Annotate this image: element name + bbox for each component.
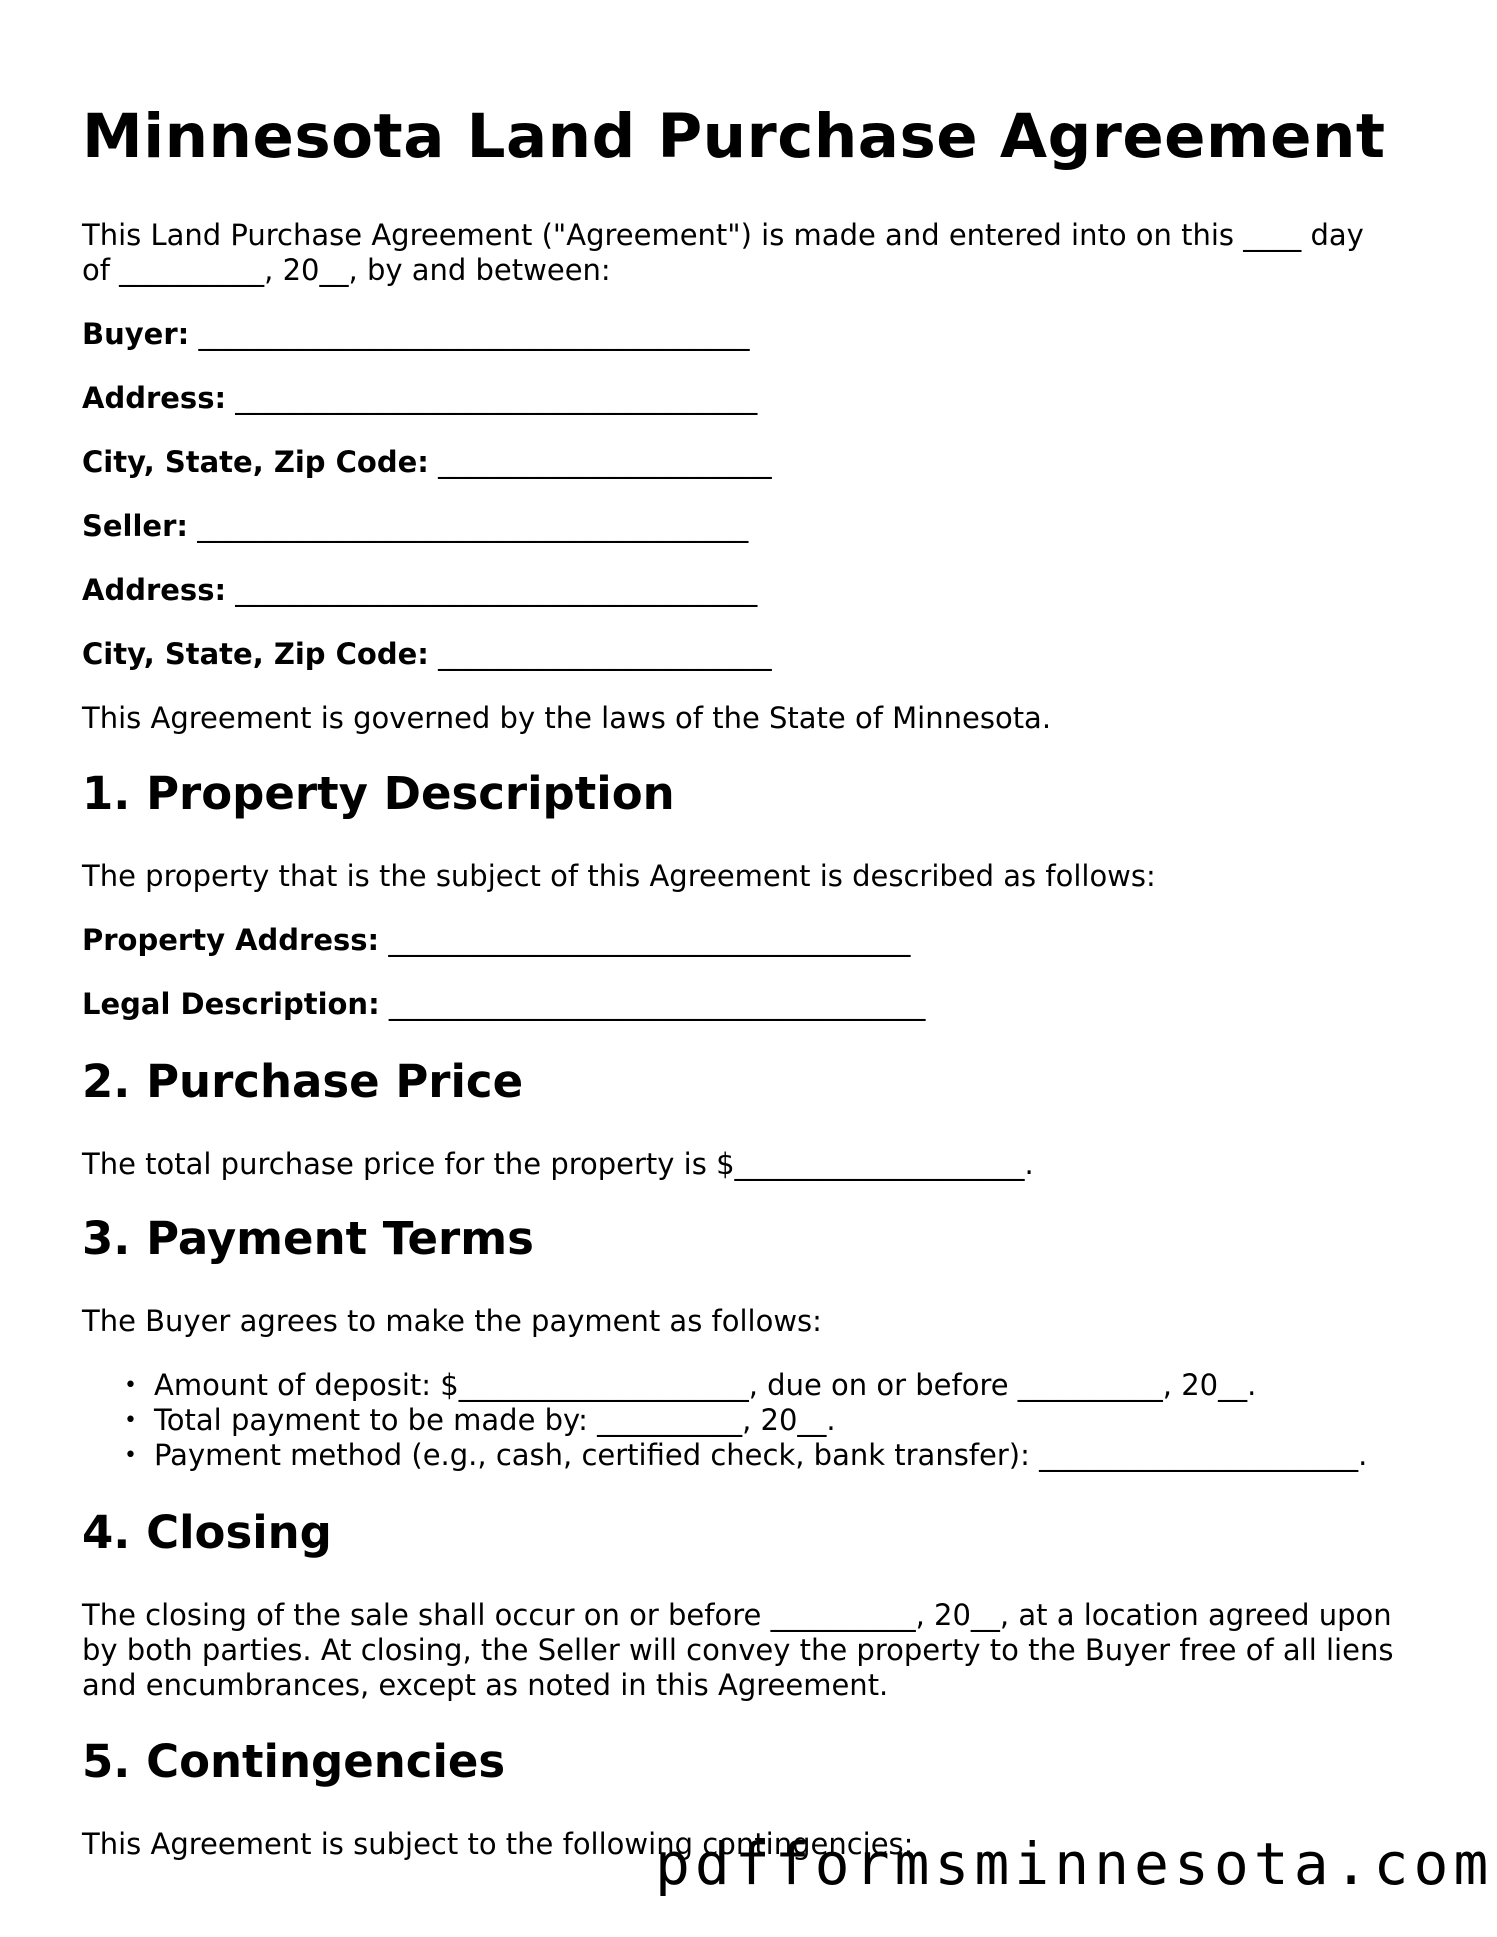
document-title: Minnesota Land Purchase Agreement	[82, 101, 1386, 172]
seller-label: Seller:	[82, 509, 189, 543]
legal-description-blank: _____________________________________	[388, 987, 926, 1021]
buyer-blank: ______________________________________	[198, 317, 750, 351]
buyer-address-label: Address:	[82, 381, 227, 415]
section-2-heading: 2. Purchase Price	[82, 1055, 524, 1108]
bullet-icon: •	[124, 1443, 137, 1468]
buyer-label: Buyer:	[82, 317, 190, 351]
buyer-address-field	[82, 381, 757, 416]
legal-description-label: Legal Description:	[82, 987, 380, 1021]
list-item-text: Amount of deposit: $____________________, due on or before __________, 20__.	[154, 1368, 1257, 1402]
list-item-text: Total payment to be made by: __________, 20__.	[154, 1403, 836, 1437]
seller-city-label: City, State, Zip Code:	[82, 637, 429, 671]
buyer-city-blank: _______________________	[438, 445, 772, 479]
intro-line-2: of __________, 20__, by and between:	[82, 253, 611, 287]
seller-address-label: Address:	[82, 573, 227, 607]
bullet-icon: •	[124, 1408, 137, 1433]
seller-address-field	[82, 573, 757, 608]
section-3-heading: 3. Payment Terms	[82, 1212, 534, 1265]
section-4-line-2: by both parties. At closing, the Seller will convey the property to the Buyer free of all liens	[82, 1633, 1394, 1667]
seller-city-blank: _______________________	[438, 637, 772, 671]
list-item	[124, 1368, 1367, 1403]
buyer-address-blank: ____________________________________	[235, 381, 758, 415]
property-address-field	[82, 923, 910, 958]
property-address-label: Property Address:	[82, 923, 380, 957]
section-1-text: The property that is the subject of this Agreement is described as follows:	[82, 859, 1156, 893]
list-item-text: Payment method (e.g., cash, certified check, bank transfer): ______________________.	[154, 1438, 1368, 1472]
seller-city-field	[82, 637, 772, 672]
seller-address-blank: ____________________________________	[235, 573, 758, 607]
list-item	[124, 1438, 1368, 1473]
section-4-line-1: The closing of the sale shall occur on or before __________, 20__, at a location agreed upon	[82, 1598, 1392, 1632]
section-5-heading: 5. Contingencies	[82, 1735, 506, 1788]
buyer-field	[82, 317, 749, 352]
section-3-text: The Buyer agrees to make the payment as follows:	[82, 1304, 822, 1338]
site-watermark: pdfformsminnesota.com	[655, 1830, 1494, 1898]
list-item	[124, 1403, 1367, 1438]
buyer-city-label: City, State, Zip Code:	[82, 445, 429, 479]
seller-field	[82, 509, 748, 544]
buyer-city-field	[82, 445, 772, 480]
seller-blank: ______________________________________	[197, 509, 749, 543]
section-5-text: This Agreement is subject to the following contingencies:	[82, 1827, 914, 1861]
governing-law: This Agreement is governed by the laws of the State of Minnesota.	[82, 701, 1052, 735]
property-address-blank: ____________________________________	[388, 923, 911, 957]
section-1-heading: 1. Property Description	[82, 767, 675, 820]
section-4-line-3: and encumbrances, except as noted in this Agreement.	[82, 1668, 889, 1702]
legal-description-field	[82, 987, 925, 1022]
intro-line-1: This Land Purchase Agreement ("Agreement") is made and entered into on this ____ day	[82, 218, 1364, 252]
payment-terms-list	[82, 1368, 1367, 1473]
section-2-text: The total purchase price for the property is $____________________.	[82, 1147, 1034, 1181]
section-4-heading: 4. Closing	[82, 1506, 332, 1559]
bullet-icon: •	[124, 1373, 137, 1398]
